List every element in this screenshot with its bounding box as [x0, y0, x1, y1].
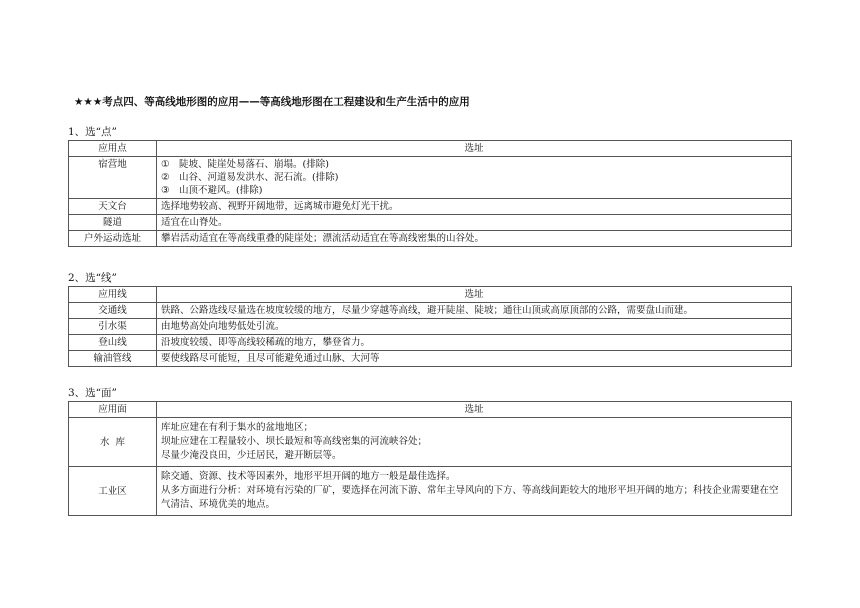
row-label-outdoor-sports: 户外运动选址 [69, 231, 157, 247]
row-label-tunnel: 隧道 [69, 215, 157, 231]
industrial-zone-details [157, 467, 792, 516]
observatory-details: 选择地势较高、视野开阔地带，远离城市避免灯光干扰。 [157, 199, 792, 215]
list-item: ① 陡坡、陡崖处易落石、崩塌。(排除) [161, 159, 329, 170]
line-selection-table [68, 286, 792, 367]
list-item: 坝址应建在工程量较小、坝长最短和等高线密集的河流峡谷处； [161, 436, 428, 447]
tunnel-details: 适宜在山脊处。 [157, 215, 792, 231]
table-row [69, 231, 792, 247]
section-heading-line: 2、选“线” [68, 272, 117, 284]
oil-pipeline-details: 要使线路尽可能短，且尽可能避免通过山脉、大河等 [157, 351, 792, 367]
traffic-line-details: 铁路、公路选线尽量选在坡度较缓的地方，尽量少穿越等高线，避开陡崖、陡坡；通往山顶或高原顶部的公路，需要盘山而建。 [157, 303, 792, 319]
canal-details: 由地势高处向地势低处引流。 [157, 319, 792, 335]
table-header-row [69, 141, 792, 157]
section-heading-area: 3、选“面” [68, 387, 117, 399]
reservoir-details [157, 418, 792, 467]
header-site: 选址 [157, 287, 792, 303]
area-selection-table [68, 401, 792, 516]
header-site: 选址 [157, 141, 792, 157]
table-row [69, 351, 792, 367]
row-label-climbing-line: 登山线 [69, 335, 157, 351]
section-heading-point: 1、选“点” [68, 126, 117, 138]
row-label-industrial-zone: 工业区 [69, 467, 157, 516]
table-header-row [69, 402, 792, 418]
outdoor-sports-details: 攀岩活动适宜在等高线重叠的陡崖处；漂流活动适宜在等高线密集的山谷处。 [157, 231, 792, 247]
row-label-canal: 引水渠 [69, 319, 157, 335]
table-row [69, 215, 792, 231]
row-label-reservoir: 水 库 [69, 418, 157, 467]
row-label-campsite: 宿营地 [69, 157, 157, 199]
point-selection-table [68, 140, 792, 247]
row-label-traffic-line: 交通线 [69, 303, 157, 319]
header-site: 选址 [157, 402, 792, 418]
table-row [69, 335, 792, 351]
row-label-oil-pipeline: 输油管线 [69, 351, 157, 367]
page-title: ★★★考点四、等高线地形图的应用——等高线地形图在工程建设和生产生活中的应用 [74, 96, 470, 108]
list-item: ② 山谷、河道易发洪水、泥石流。(排除) [161, 172, 339, 183]
row-label-observatory: 天文台 [69, 199, 157, 215]
list-item: 从多方面进行分析：对环境有污染的厂矿，要选择在河流下游、常年主导风向的下方、等高线间距较大的地形平坦开阔的地方；科技企业需要建在空气清洁、环境优美的地点。 [161, 485, 779, 510]
list-item: 尽量少淹没良田，少迁居民，避开断层等。 [161, 450, 342, 461]
list-item: ③ 山顶不避风。(排除) [161, 185, 263, 196]
campsite-details [157, 157, 792, 199]
table-row [69, 418, 792, 467]
table-row [69, 467, 792, 516]
header-application-area: 应用面 [69, 402, 157, 418]
climbing-line-details: 沿坡度较缓、即等高线较稀疏的地方，攀登省力。 [157, 335, 792, 351]
list-item: 除交通、资源、技术等因素外，地形平坦开阔的地方一般是最佳选择。 [161, 471, 456, 482]
table-row [69, 157, 792, 199]
header-application-point: 应用点 [69, 141, 157, 157]
table-row [69, 199, 792, 215]
header-application-line: 应用线 [69, 287, 157, 303]
table-row [69, 303, 792, 319]
list-item: 库址应建在有利于集水的盆地地区； [161, 422, 314, 433]
table-header-row [69, 287, 792, 303]
table-row [69, 319, 792, 335]
